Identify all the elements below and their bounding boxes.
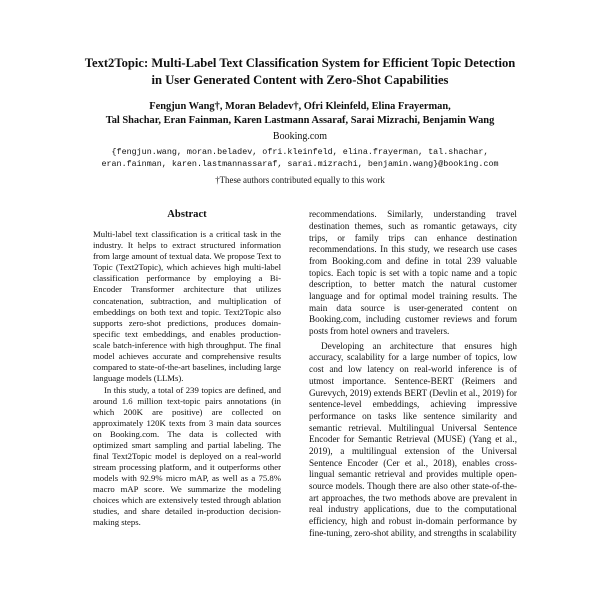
body-paragraph: recommendations. Similarly, understanding travel destination themes, such as romantic getaways, city trips, or family trips can enhance destination recommendations. In this study, we research use cases from Booking.com and define in total 239 valuable topics. Each topic is set with a topic name and a topic description, to better match the natural customer language and for optimal model training results. The main data source is user-generated content on Booking.com, including customer reviews and forum posts from hotel owners and travelers. (309, 209, 517, 337)
author-block (55, 100, 545, 128)
author-line: Fengjun Wang†, Moran Beladev†, Ofri Kleinfeld, Elina Frayerman, (149, 100, 451, 112)
abstract-paragraph: In this study, a total of 239 topics are defined, and around 1.6 million text-topic pairs annotations (in which 200K are positive) are collected on approximately 120K texts from 3 main data sources on Booking.com. The data is collected with optimized smart sampling and partial labeling. The final Text2Topic model is deployed on a real-world stream processing platform, and it outperforms other models with 92.9% micro mAP, as well as a 75.8% macro mAP score. We summarize the modeling choices which are extensively tested through ablation studies, and share detailed in-production decision-making steps. (93, 384, 281, 528)
author-line: Tal Shachar, Eran Fainman, Karen Lastmann Assaraf, Sarai Mizrachi, Benjamin Wang (105, 114, 495, 126)
abstract-paragraph: Multi-label text classification is a critical task in the industry. It helps to extract structured information from large amount of textual data. We propose Text to Topic (Text2Topic), which achieves high multi-label classification performance by employing a Bi-Encoder Transformer architecture that utilizes concatenation, subtraction, and multiplication of embeddings on both text and topic. Text2Topic also supports zero-shot predictions, produces domain-specific text embeddings, and enables production-scale batch-inference with high throughput. The final model achieves accurate and comprehensive results compared to state-of-the-art baselines, including large language models (LLMs). (93, 229, 281, 383)
introduction-text (309, 209, 517, 539)
email-line: eran.fainman, karen.lastmannassaraf, sarai.mizrachi, benjamin.wang}@booking.com (101, 159, 499, 170)
paper-title: Text2Topic: Multi-Label Text Classification System for Efficient Topic Detection in User Generated Content with Zero-Shot Capabilities (84, 56, 516, 87)
two-column-body (0, 209, 600, 539)
equal-contribution-note: †These authors contributed equally to this work (215, 175, 385, 186)
affiliation: Booking.com (272, 130, 328, 142)
email-block (0, 146, 600, 170)
abstract-text (93, 229, 281, 528)
email-line: {fengjun.wang, moran.beladev, ofri.kleinfeld, elina.frayerman, tal.shachar, (111, 146, 489, 157)
paper-header (0, 0, 600, 185)
body-paragraph: Developing an architecture that ensures high accuracy, scalability for a large number of topics, low cost and low latency on real-world inference is of utmost importance. Sentence-BERT (Reimers and Gurevych, 2019) extends BERT (Devlin et al., 2019) for sentence-level embeddings, achieving impressive performance on tasks like sentence similarity and semantic retrieval. Multilingual Universal Sentence Encoder for Semantic Retrieval (MUSE) (Yang et al., 2019), a multilingual extension of the Universal Sentence Encoder (Cer et al., 2018), enables cross-lingual semantic retrieval and provides multiple open-source models. Though there are also other state-of-the-art approaches, the two methods above are prevalent in real industry applications, due to the computational efficiency, high and robust in-domain performance by fine-tuning, zero-shot ability, and strengths in scalability (309, 340, 517, 538)
right-column (309, 209, 517, 539)
abstract-heading: Abstract (167, 209, 207, 221)
left-column (83, 209, 291, 539)
